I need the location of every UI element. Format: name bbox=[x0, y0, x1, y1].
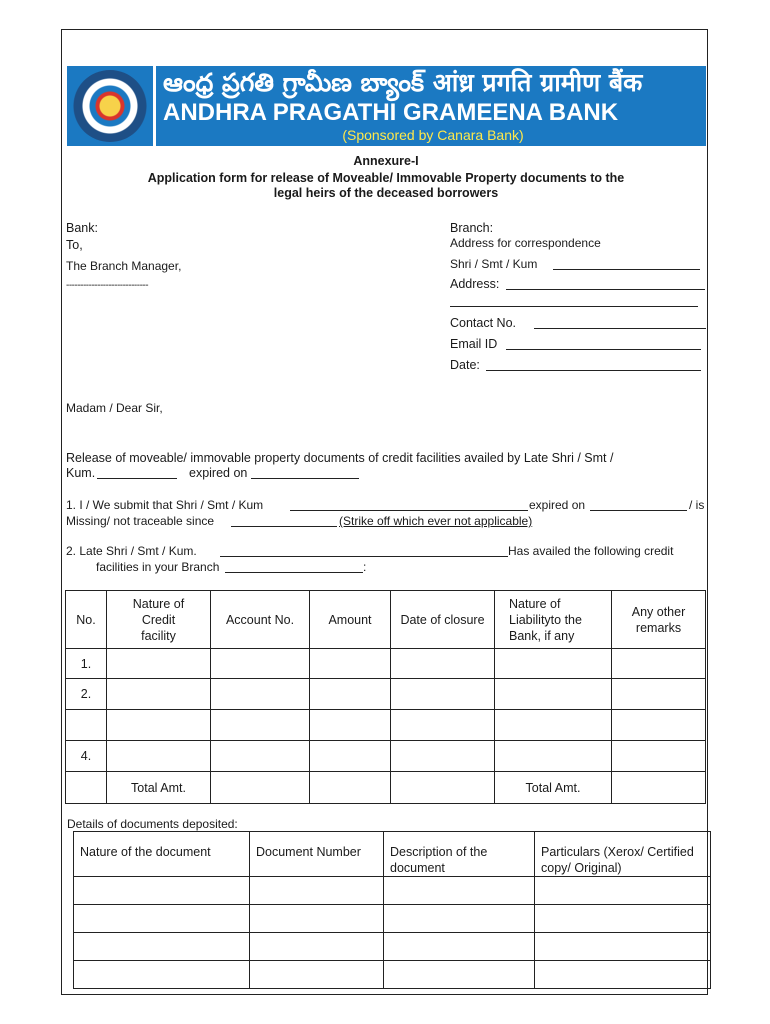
address-label: Address: bbox=[450, 277, 500, 291]
shri-label: Shri / Smt / Kum bbox=[450, 257, 538, 271]
item1-missing-field[interactable] bbox=[231, 526, 337, 527]
item1-text: 1. I / We submit that Shri / Smt / Kum bbox=[66, 498, 264, 512]
table-cell[interactable] bbox=[495, 741, 612, 772]
shri-name-field[interactable] bbox=[553, 269, 700, 270]
table-cell[interactable] bbox=[310, 649, 391, 679]
documents-deposited-label: Details of documents deposited: bbox=[67, 817, 238, 831]
table-cell[interactable] bbox=[107, 679, 211, 710]
item1-expired-field[interactable] bbox=[590, 510, 687, 511]
table-cell[interactable] bbox=[391, 649, 495, 679]
item1-is-label: / is bbox=[689, 498, 705, 512]
table-cell[interactable] bbox=[107, 649, 211, 679]
table-cell[interactable] bbox=[250, 933, 384, 961]
contact-label: Contact No. bbox=[450, 316, 517, 330]
table-cell[interactable] bbox=[74, 933, 250, 961]
row-number: 1. bbox=[66, 649, 107, 679]
table-cell[interactable] bbox=[384, 961, 535, 989]
table-cell[interactable] bbox=[384, 905, 535, 933]
email-label: Email ID bbox=[450, 337, 498, 351]
table-cell[interactable] bbox=[211, 710, 310, 741]
item2-name-field[interactable] bbox=[220, 556, 508, 557]
table-cell[interactable] bbox=[391, 679, 495, 710]
bank-name: ANDHRA PRAGATHI GRAMEENA BANK bbox=[163, 99, 619, 126]
table-cell[interactable] bbox=[391, 772, 495, 804]
table-cell[interactable] bbox=[535, 961, 711, 989]
date-field[interactable] bbox=[486, 370, 701, 371]
release-kum-label: Kum. bbox=[66, 466, 96, 480]
table-row bbox=[74, 905, 711, 933]
table-cell[interactable] bbox=[535, 933, 711, 961]
table-cell[interactable] bbox=[250, 961, 384, 989]
table-row bbox=[66, 741, 706, 772]
item1-expired-label: expired on bbox=[529, 498, 586, 512]
address-for-correspondence-label: Address for correspondence bbox=[450, 236, 601, 250]
table-cell[interactable] bbox=[211, 772, 310, 804]
table-cell[interactable] bbox=[495, 649, 612, 679]
table-cell[interactable] bbox=[535, 905, 711, 933]
branch-label: Branch: bbox=[450, 221, 494, 235]
row-number: 2. bbox=[66, 679, 107, 710]
address-field-line2[interactable] bbox=[450, 306, 698, 307]
total-amount-label-right: Total Amt. bbox=[495, 772, 612, 804]
col-header-amount: Amount bbox=[310, 591, 391, 649]
address-field-line1[interactable] bbox=[506, 289, 705, 290]
row-number: 4. bbox=[66, 741, 107, 772]
form-title-line2: legal heirs of the deceased borrowers bbox=[273, 186, 499, 200]
table-cell[interactable] bbox=[612, 710, 706, 741]
col-header-no: No. bbox=[66, 591, 107, 649]
table-cell[interactable] bbox=[612, 679, 706, 710]
doc-header-number: Document Number bbox=[250, 832, 384, 877]
table-row bbox=[74, 961, 711, 989]
col-header-remarks: Any other remarks bbox=[612, 591, 706, 649]
salutation: Madam / Dear Sir, bbox=[66, 401, 163, 415]
table-row bbox=[66, 679, 706, 710]
col-header-account: Account No. bbox=[211, 591, 310, 649]
table-cell[interactable] bbox=[250, 905, 384, 933]
bank-name-regional: ఆంధ్ర ప్రగతి గ్రామీణ బ్యాంక్ आंध्र प्रगति ग्रामीण बैंक bbox=[163, 68, 643, 97]
date-label: Date: bbox=[450, 358, 480, 372]
credit-table-header-row bbox=[66, 591, 706, 649]
table-row bbox=[66, 710, 706, 741]
item1-missing-label: Missing/ not traceable since bbox=[66, 514, 215, 528]
table-cell[interactable] bbox=[107, 741, 211, 772]
table-cell[interactable] bbox=[211, 679, 310, 710]
table-cell[interactable] bbox=[211, 741, 310, 772]
total-row bbox=[66, 772, 706, 804]
credit-facility-table bbox=[65, 590, 706, 804]
strike-off-note: (Strike off which ever not applicable) bbox=[339, 514, 533, 528]
contact-field[interactable] bbox=[534, 328, 706, 329]
doc-header-description: Description of the document bbox=[384, 832, 535, 877]
item2-branch-field[interactable] bbox=[225, 572, 363, 573]
bank-logo-icon bbox=[73, 70, 147, 142]
table-row bbox=[74, 933, 711, 961]
table-cell[interactable] bbox=[391, 741, 495, 772]
row-number bbox=[66, 710, 107, 741]
bank-sponsor: (Sponsored by Canara Bank) bbox=[342, 127, 524, 143]
release-text-line1: Release of moveable/ immovable property documents of credit facilities availed by Late Shri / Smt / bbox=[66, 451, 614, 465]
email-field[interactable] bbox=[506, 349, 701, 350]
table-cell[interactable] bbox=[391, 710, 495, 741]
release-kum-field[interactable] bbox=[97, 478, 177, 479]
table-cell[interactable] bbox=[310, 679, 391, 710]
table-cell[interactable] bbox=[310, 741, 391, 772]
item2-text: 2. Late Shri / Smt / Kum. bbox=[66, 544, 197, 558]
table-cell[interactable] bbox=[384, 877, 535, 905]
table-cell[interactable] bbox=[612, 772, 706, 804]
table-cell bbox=[66, 772, 107, 804]
branch-dash-line: ----------------------------- bbox=[66, 280, 149, 291]
table-cell[interactable] bbox=[495, 679, 612, 710]
table-row bbox=[66, 649, 706, 679]
documents-header-row bbox=[74, 832, 711, 877]
col-header-liability: Nature of Liabilityto the Bank, if any bbox=[495, 591, 612, 649]
table-cell[interactable] bbox=[612, 741, 706, 772]
bank-label: Bank: bbox=[66, 221, 98, 235]
table-cell[interactable] bbox=[612, 649, 706, 679]
to-label: To, bbox=[66, 238, 83, 252]
table-cell[interactable] bbox=[250, 877, 384, 905]
col-header-nature: Nature of Credit facility bbox=[107, 591, 211, 649]
table-cell[interactable] bbox=[310, 710, 391, 741]
release-expired-label: expired on bbox=[189, 466, 248, 480]
banner-divider bbox=[153, 66, 156, 146]
table-row bbox=[74, 877, 711, 905]
branch-manager-label: The Branch Manager, bbox=[66, 259, 182, 273]
annexure-heading: Annexure-I bbox=[353, 154, 419, 168]
table-cell[interactable] bbox=[495, 710, 612, 741]
item1-name-field[interactable] bbox=[290, 510, 528, 511]
release-expired-field[interactable] bbox=[251, 478, 359, 479]
documents-table bbox=[73, 831, 711, 989]
table-cell[interactable] bbox=[384, 933, 535, 961]
table-cell[interactable] bbox=[535, 877, 711, 905]
doc-header-nature: Nature of the document bbox=[74, 832, 250, 877]
form-title-line1: Application form for release of Moveable/ Immovable Property documents to the bbox=[147, 171, 625, 185]
item2-availed-label: Has availed the following credit bbox=[508, 544, 674, 558]
table-cell[interactable] bbox=[211, 649, 310, 679]
col-header-closure: Date of closure bbox=[391, 591, 495, 649]
doc-header-particulars: Particulars (Xerox/ Certified copy/ Original) bbox=[535, 832, 711, 877]
item2-facilities-label: facilities in your Branch bbox=[96, 560, 220, 574]
table-cell[interactable] bbox=[74, 905, 250, 933]
total-amount-label-left: Total Amt. bbox=[107, 772, 211, 804]
table-cell[interactable] bbox=[74, 877, 250, 905]
table-cell[interactable] bbox=[310, 772, 391, 804]
table-cell[interactable] bbox=[107, 710, 211, 741]
table-cell[interactable] bbox=[74, 961, 250, 989]
item2-colon: : bbox=[363, 560, 367, 574]
